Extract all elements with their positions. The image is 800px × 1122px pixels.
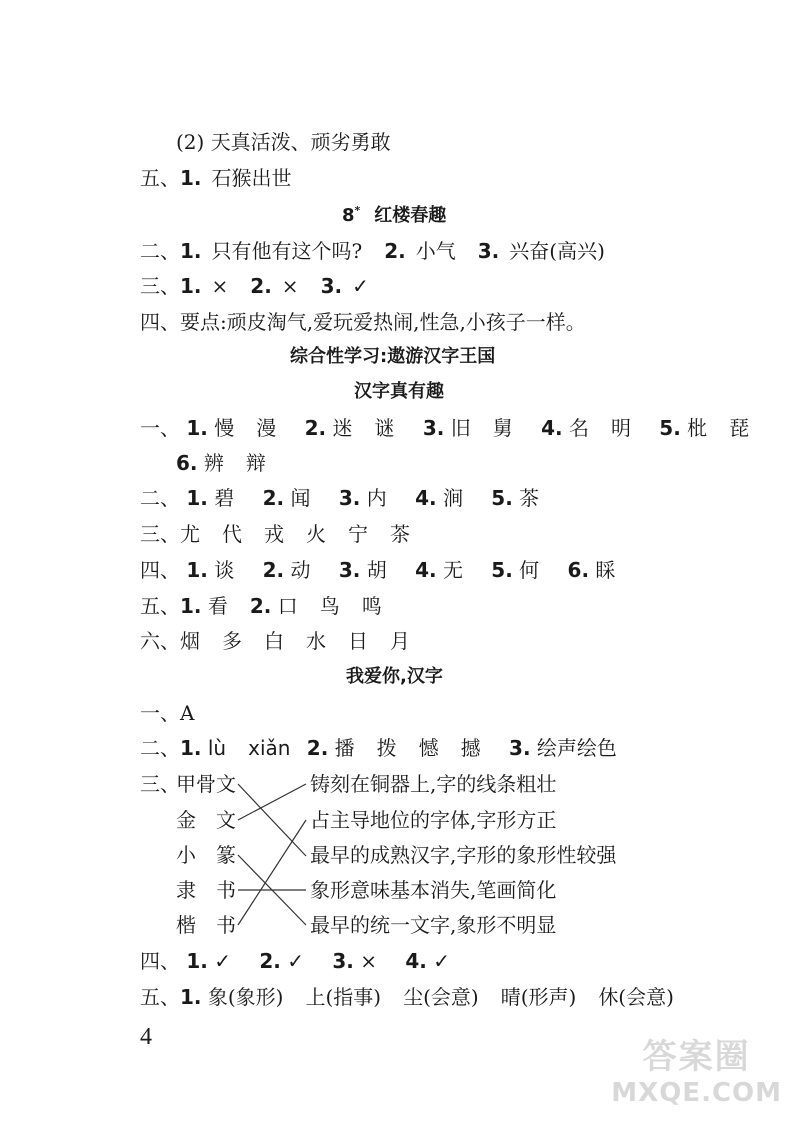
answer-char: 漫 (256, 416, 277, 440)
answer-line-2: (2) 天真活泼、顽劣勇敢 (176, 130, 391, 154)
item-number: 1. (186, 416, 208, 440)
question-prefix: 五、 (140, 594, 180, 618)
item-number: 1. (180, 274, 202, 298)
answer-char: 辩 (245, 451, 266, 475)
answer-char: 烟 (180, 629, 200, 653)
answer-char: 戎 (264, 522, 284, 546)
pinyin: xiǎn (248, 736, 291, 760)
item-number: 2. (249, 594, 272, 618)
item-number: 4. (405, 949, 427, 973)
answer-char: 宁 (348, 522, 368, 546)
answer-char: 碧 (214, 486, 235, 510)
answer-line-wu-3 (140, 987, 674, 1007)
answer-char: 谜 (374, 416, 395, 440)
answer-char: 动 (290, 558, 311, 582)
item-number: 4. (415, 486, 437, 510)
watermark-url: MXQE.COM (611, 1078, 782, 1108)
answer-char: 明 (610, 416, 631, 440)
answer-char: 播 (334, 736, 355, 760)
item-number: 2. (250, 274, 272, 298)
item-number: 5. (491, 486, 513, 510)
answer-char: 鸟 (319, 594, 340, 618)
answer-char: 日 (348, 629, 368, 653)
question-prefix: 二、 (140, 736, 180, 760)
answer-text: 上(指事) (305, 985, 382, 1009)
watermark-logo (611, 1029, 782, 1108)
answer-text: 兴奋(高兴) (509, 239, 605, 263)
script-left-2: 小 篆 (176, 843, 236, 867)
answer-char: 何 (519, 558, 540, 582)
answer-line-si: 四、要点:顽皮淘气,爱玩爱热闹,性急,小孩子一样。 (140, 310, 586, 334)
description-right-0: 铸刻在铜器上,字的线条粗壮 (310, 772, 557, 796)
answer-char: 拨 (376, 736, 397, 760)
item-number: 1. (180, 985, 202, 1009)
answer-char: 无 (442, 558, 463, 582)
answer-char: 憾 (418, 736, 439, 760)
description-right-3: 象形意味基本消失,笔画简化 (310, 878, 557, 902)
answer-char: 旧 (450, 416, 471, 440)
item-number: 3. (320, 274, 343, 298)
answer-text: 小气 (415, 239, 456, 263)
question-prefix: 一、 (140, 701, 180, 725)
item-number: 1. (180, 594, 202, 618)
question-prefix: 三、 (140, 274, 180, 298)
answer-text: 休(会意) (598, 985, 674, 1009)
answer-char: 睬 (595, 558, 616, 582)
description-right-4: 最早的统一文字,象形不明显 (310, 913, 557, 937)
question-prefix: 三、 (140, 772, 180, 796)
item-number: 6. (176, 451, 198, 475)
answer-char: 涧 (442, 486, 463, 510)
answer-text: 只有他有这个吗? (211, 239, 363, 263)
answer-mark: ✓ (433, 949, 450, 973)
section-title-comprehensive: 综合性学习:遨游汉字王国 (290, 346, 496, 367)
match-line-jiagu (238, 784, 306, 856)
answer-char: 内 (366, 486, 387, 510)
answer-text: A (180, 701, 195, 725)
item-number: 3. (509, 736, 531, 760)
item-number: 4. (415, 558, 437, 582)
script-left-3: 隶 书 (176, 878, 236, 902)
answer-char: 闻 (290, 486, 311, 510)
question-prefix: 二、 (140, 239, 180, 263)
answer-mark: ✓ (214, 949, 231, 973)
question-prefix: 四、 (140, 949, 180, 973)
answer-char: 名 (568, 416, 589, 440)
page-number: 4 (140, 1024, 152, 1050)
answer-mark: ✓ (287, 949, 304, 973)
item-number: 2. (262, 558, 285, 582)
answer-text: 尘(会意) (403, 985, 479, 1009)
section-title-love-hanzi: 我爱你,汉字 (346, 666, 443, 687)
answer-char: 多 (222, 629, 242, 653)
answer-text: 象(象形) (207, 985, 284, 1009)
section-title-hanzi-fun: 汉字真有趣 (354, 381, 444, 402)
question-prefix: 五、 (140, 985, 180, 1009)
item-number: 2. (384, 239, 406, 263)
answer-char: 尤 (180, 522, 200, 546)
answer-mark: × (211, 274, 229, 298)
answer-mark: ✓ (352, 274, 369, 298)
item-number: 1. (186, 486, 208, 510)
answer-text: 绘声绘色 (536, 736, 617, 760)
script-left-4: 楷 书 (176, 913, 236, 937)
answer-char: 辨 (203, 451, 224, 475)
lesson-title: 红楼春趣 (374, 205, 447, 226)
answer-char: 谈 (214, 558, 235, 582)
pinyin: lù (207, 736, 227, 760)
answer-char: 口 (277, 594, 298, 618)
item-number: 2. (304, 416, 327, 440)
item-number: 1. (180, 736, 202, 760)
answer-char: 白 (264, 629, 284, 653)
item-number: 3. (332, 949, 354, 973)
question-prefix: 二、 (140, 486, 180, 510)
answer-char: 胡 (366, 558, 387, 582)
item-number: 4. (541, 416, 563, 440)
answer-char: 茶 (390, 522, 410, 546)
answer-char: 代 (222, 522, 242, 546)
optional-mark: * (354, 204, 361, 217)
answer-char: 鸣 (361, 594, 382, 618)
answer-char: 枇 (687, 416, 708, 440)
item-number: 1. (186, 558, 208, 582)
item-number: 3. (338, 558, 361, 582)
answer-char: 慢 (214, 416, 235, 440)
answer-char: 茶 (519, 486, 540, 510)
answer-char: 撼 (460, 736, 481, 760)
answer-char: 月 (390, 629, 410, 653)
answer-char: 琵 (729, 416, 750, 440)
answer-char: 水 (306, 629, 326, 653)
item-number: 2. (306, 736, 329, 760)
item-number: 2. (259, 949, 281, 973)
item-number: 1. (186, 949, 208, 973)
answer-char: 看 (207, 594, 228, 618)
item-number: 1. (180, 239, 202, 263)
answer-mark: × (360, 949, 377, 973)
script-left-1: 金 文 (176, 808, 236, 832)
item-number: 5. (491, 558, 513, 582)
question-prefix: 四、 (140, 558, 180, 582)
item-number: 6. (567, 558, 590, 582)
answer-line-si-3 (140, 951, 450, 971)
description-right-2: 最早的成熟汉字,字形的象形性较强 (310, 843, 617, 867)
item-number: 3. (477, 239, 500, 263)
question-prefix: 五、 (140, 166, 180, 190)
match-line-kaishu (238, 820, 306, 925)
item-number: 1. (180, 166, 202, 190)
match-line-jinwen (238, 784, 306, 820)
watermark-text: 答案圈 (642, 1037, 751, 1077)
item-number: 2. (262, 486, 285, 510)
lesson-number: 8 (342, 205, 355, 226)
item-number: 5. (659, 416, 681, 440)
answer-text: 晴(形声) (500, 985, 577, 1009)
answer-char: 舅 (492, 416, 513, 440)
question-prefix: 三、 (140, 522, 180, 546)
answer-char: 迷 (332, 416, 353, 440)
answer-text: 石猴出世 (211, 166, 292, 190)
question-prefix: 六、 (140, 629, 180, 653)
script-left-0: 甲骨文 (176, 772, 236, 796)
answer-mark: × (281, 274, 299, 298)
question-prefix: 一、 (140, 416, 180, 440)
item-number: 3. (422, 416, 445, 440)
description-right-1: 占主导地位的字体,字形方正 (310, 808, 557, 832)
answer-char: 火 (306, 522, 326, 546)
item-number: 3. (338, 486, 361, 510)
